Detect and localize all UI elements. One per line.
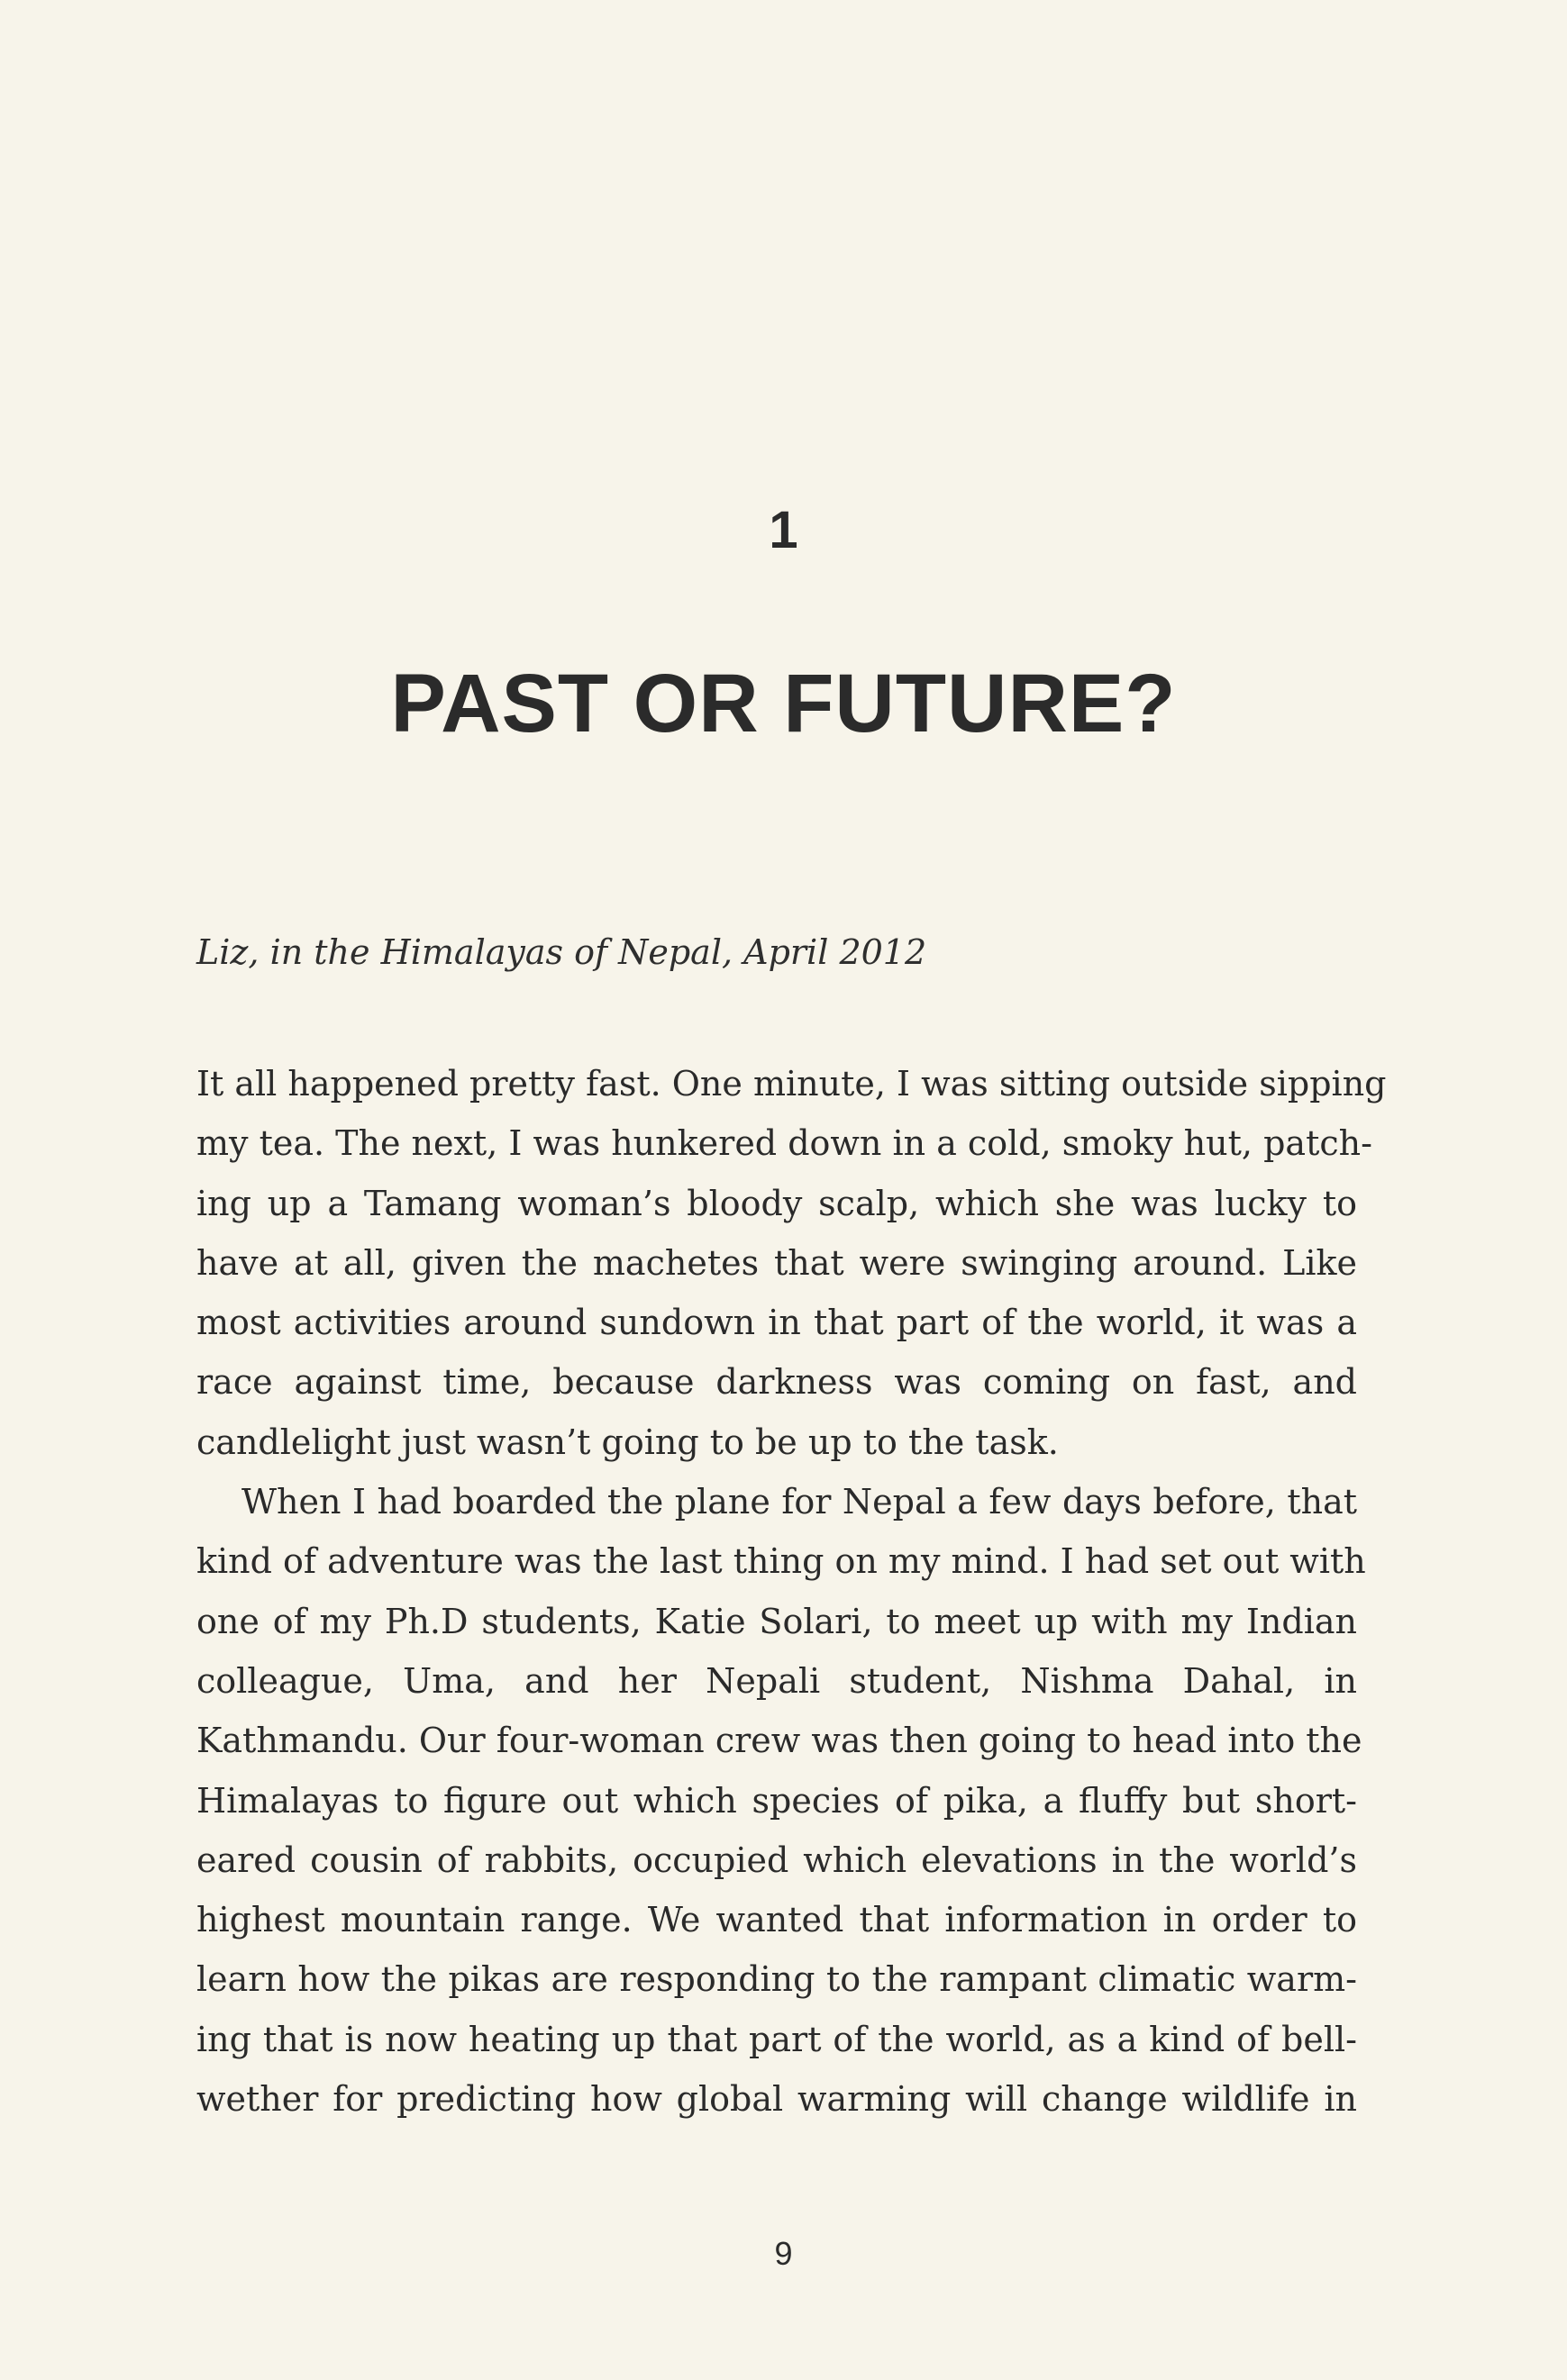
body-text [196, 1054, 1387, 2129]
paragraph-2-line: ing that is now heating up that part of the world, as a kind of bell- [196, 2019, 1357, 2059]
page-number: 9 [774, 2235, 793, 2272]
chapter-number: 1 [769, 501, 798, 559]
paragraph-1-line: race against time, because darkness was coming on fast, and [196, 1362, 1357, 1403]
paragraph-2-line: one of my Ph.D students, Katie Solari, to meet up with my Indian [196, 1601, 1357, 1641]
paragraph-2-line: When I had boarded the plane for Nepal a few days before, that [241, 1482, 1357, 1522]
chapter-title: PAST OR FUTURE? [390, 658, 1177, 749]
paragraph-1-line: ing up a Tamang woman’s bloody scalp, which she was lucky to [196, 1183, 1357, 1223]
paragraph-2-line: eared cousin of rabbits, occupied which elevations in the world’s [196, 1840, 1357, 1880]
chapter-epigraph: Liz, in the Himalayas of Nepal, April 2012 [196, 932, 927, 972]
paragraph-2-line: learn how the pikas are responding to the rampant climatic warm- [196, 1959, 1357, 2000]
paragraph-2-line: kind of adventure was the last thing on my mind. I had set out with [196, 1541, 1366, 1582]
paragraph-1-line: candlelight just wasn’t going to be up to the task. [196, 1422, 1059, 1462]
paragraph-2-line: highest mountain range. We wanted that information in order to [196, 1900, 1357, 1940]
paragraph-2-line: Kathmandu. Our four-woman crew was then going to head into the [196, 1721, 1362, 1761]
paragraph-1-line: It all happened pretty fast. One minute, I was sitting outside sipping [196, 1064, 1387, 1104]
paragraph-2-line: colleague, Uma, and her Nepali student, Nishma Dahal, in [196, 1660, 1357, 1701]
paragraph-1-line: my tea. The next, I was hunkered down in a cold, smoky hut, patch- [196, 1123, 1372, 1164]
paragraph-2-line: Himalayas to figure out which species of pika, a fluffy but short- [196, 1780, 1357, 1821]
paragraph-2-line: wether for predicting how global warming will change wildlife in [196, 2079, 1357, 2120]
paragraph-1-line: most activities around sundown in that part of the world, it was a [196, 1303, 1357, 1343]
paragraph-1-line: have at all, given the machetes that were swinging around. Like [196, 1242, 1357, 1283]
